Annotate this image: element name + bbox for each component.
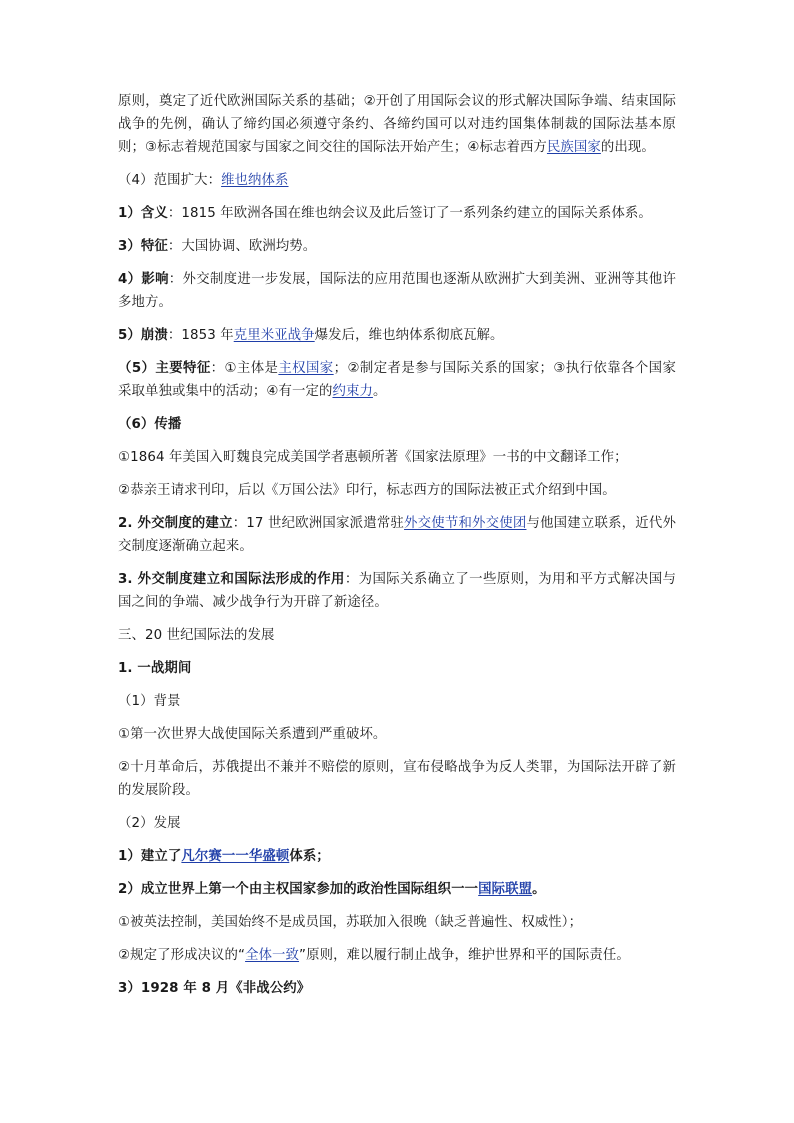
text-run: ”原则，难以履行制止战争，维护世界和平的国际责任。	[299, 948, 630, 963]
paragraph-16	[118, 723, 676, 746]
paragraph-8	[118, 413, 676, 436]
paragraph-15	[118, 690, 676, 713]
paragraph-21	[118, 911, 676, 934]
text-run: 1）建立了	[118, 849, 182, 864]
paragraph-9	[118, 446, 676, 469]
text-run: 体系；	[289, 849, 330, 864]
text-run: 3. 外交制度建立和国际法形成的作用	[118, 572, 345, 587]
paragraph-1	[118, 90, 676, 159]
term-link[interactable]: 国际联盟	[478, 882, 533, 897]
text-run: 1）含义	[118, 206, 168, 221]
text-run: 3）1928 年 8 月《非战公约》	[118, 981, 311, 996]
paragraph-5	[118, 268, 676, 314]
text-run: ：1815 年欧洲各国在维也纳会议及此后签订了一系列条约建立的国际关系体系。	[167, 206, 652, 221]
paragraph-17	[118, 756, 676, 802]
term-link[interactable]: 维也纳体系	[221, 173, 289, 188]
paragraph-18	[118, 812, 676, 835]
paragraph-7	[118, 357, 676, 403]
paragraph-12	[118, 568, 676, 614]
text-run: 2）成立世界上第一个由主权国家参加的政治性国际组织一一	[118, 882, 479, 897]
term-link[interactable]: 克里米亚战争	[233, 328, 315, 343]
paragraph-3	[118, 202, 676, 225]
text-run: （2）发展	[118, 816, 181, 831]
text-run: 三、20 世纪国际法的发展	[118, 628, 275, 643]
text-run: ①第一次世界大战使国际关系遭到严重破坏。	[118, 727, 387, 742]
text-run: 3）特征	[118, 239, 168, 254]
text-run: （6）传播	[118, 417, 182, 432]
text-run: 的出现。	[600, 140, 655, 155]
text-run: （5）主要特征	[118, 361, 211, 376]
term-link[interactable]: 凡尔赛一一华盛顿	[181, 849, 290, 864]
text-run: 。	[372, 384, 387, 399]
paragraph-4	[118, 235, 676, 258]
paragraph-23	[118, 977, 676, 1000]
paragraph-14	[118, 657, 676, 680]
text-run: 与他国建立联系，近代外交制度逐渐确立起来。	[118, 516, 676, 554]
text-run: 。	[532, 882, 546, 897]
text-run: ：外交制度进一步发展，国际法的应用范围也逐渐从欧洲扩大到美洲、亚洲等其他许多地方。	[118, 272, 677, 310]
paragraph-6	[118, 324, 676, 347]
text-run: ①被英法控制，美国始终不是成员国，苏联加入很晚（缺乏普遍性、权威性）；	[118, 915, 583, 930]
text-run: ②十月革命后，苏俄提出不兼并不赔偿的原则，宣布侵略战争为反人类罪，为国际法开辟了新的发展阶段。	[118, 760, 676, 798]
text-run: ：为国际关系确立了一些原则，为用和平方式解决国与国之间的争端、减少战争行为开辟了新途径。	[118, 572, 676, 610]
text-run: 2. 外交制度的建立	[118, 516, 233, 531]
paragraph-22	[118, 944, 676, 967]
term-link[interactable]: 外交使节和外交使团	[404, 516, 527, 531]
text-run: 原则，奠定了近代欧洲国际关系的基础；②开创了用国际会议的形式解决国际争端、结束国际战争的先例，确认了缔约国必须遵守条约、各缔约国可以对违约国集体制裁的国际法基本原则；③标志着规范国家与国家之间交往的国际法开始产生；④标志着西方	[118, 94, 676, 155]
text-run: ：1853 年	[167, 328, 234, 343]
paragraph-19	[118, 845, 676, 868]
text-run: 4）影响	[118, 272, 169, 287]
paragraph-13	[118, 624, 676, 647]
term-link[interactable]: 全体一致	[245, 948, 300, 963]
term-link[interactable]: 主权国家	[278, 361, 334, 376]
text-run: （4）范围扩大：	[118, 173, 222, 188]
text-run: 1. 一战期间	[118, 661, 192, 676]
text-run: ：17 世纪欧洲国家派遣常驻	[232, 516, 405, 531]
text-run: 5）崩溃	[118, 328, 168, 343]
term-link[interactable]: 约束力	[332, 384, 373, 399]
term-link[interactable]: 民族国家	[546, 140, 601, 155]
text-run: ：大国协调、欧洲均势。	[167, 239, 317, 254]
paragraph-11	[118, 512, 676, 558]
paragraph-2	[118, 169, 676, 192]
text-run: ①1864 年美国入町魏良完成美国学者惠顿所著《国家法原理》一书的中文翻译工作；	[118, 450, 628, 465]
text-run: （1）背景	[118, 694, 181, 709]
text-run: 爆发后，维也纳体系彻底瓦解。	[314, 328, 504, 343]
text-run: ②恭亲王请求刊印，后以《万国公法》印行，标志西方的国际法被正式介绍到中国。	[118, 483, 616, 498]
paragraph-10	[118, 479, 676, 502]
text-run: ②规定了形成决议的“	[118, 948, 246, 963]
paragraph-20	[118, 878, 676, 901]
text-run: ：①主体是	[210, 361, 279, 376]
text-run: ；②制定者是参与国际关系的国家；③执行依靠各个国家采取单独或集中的活动；④有一定的	[118, 361, 676, 399]
